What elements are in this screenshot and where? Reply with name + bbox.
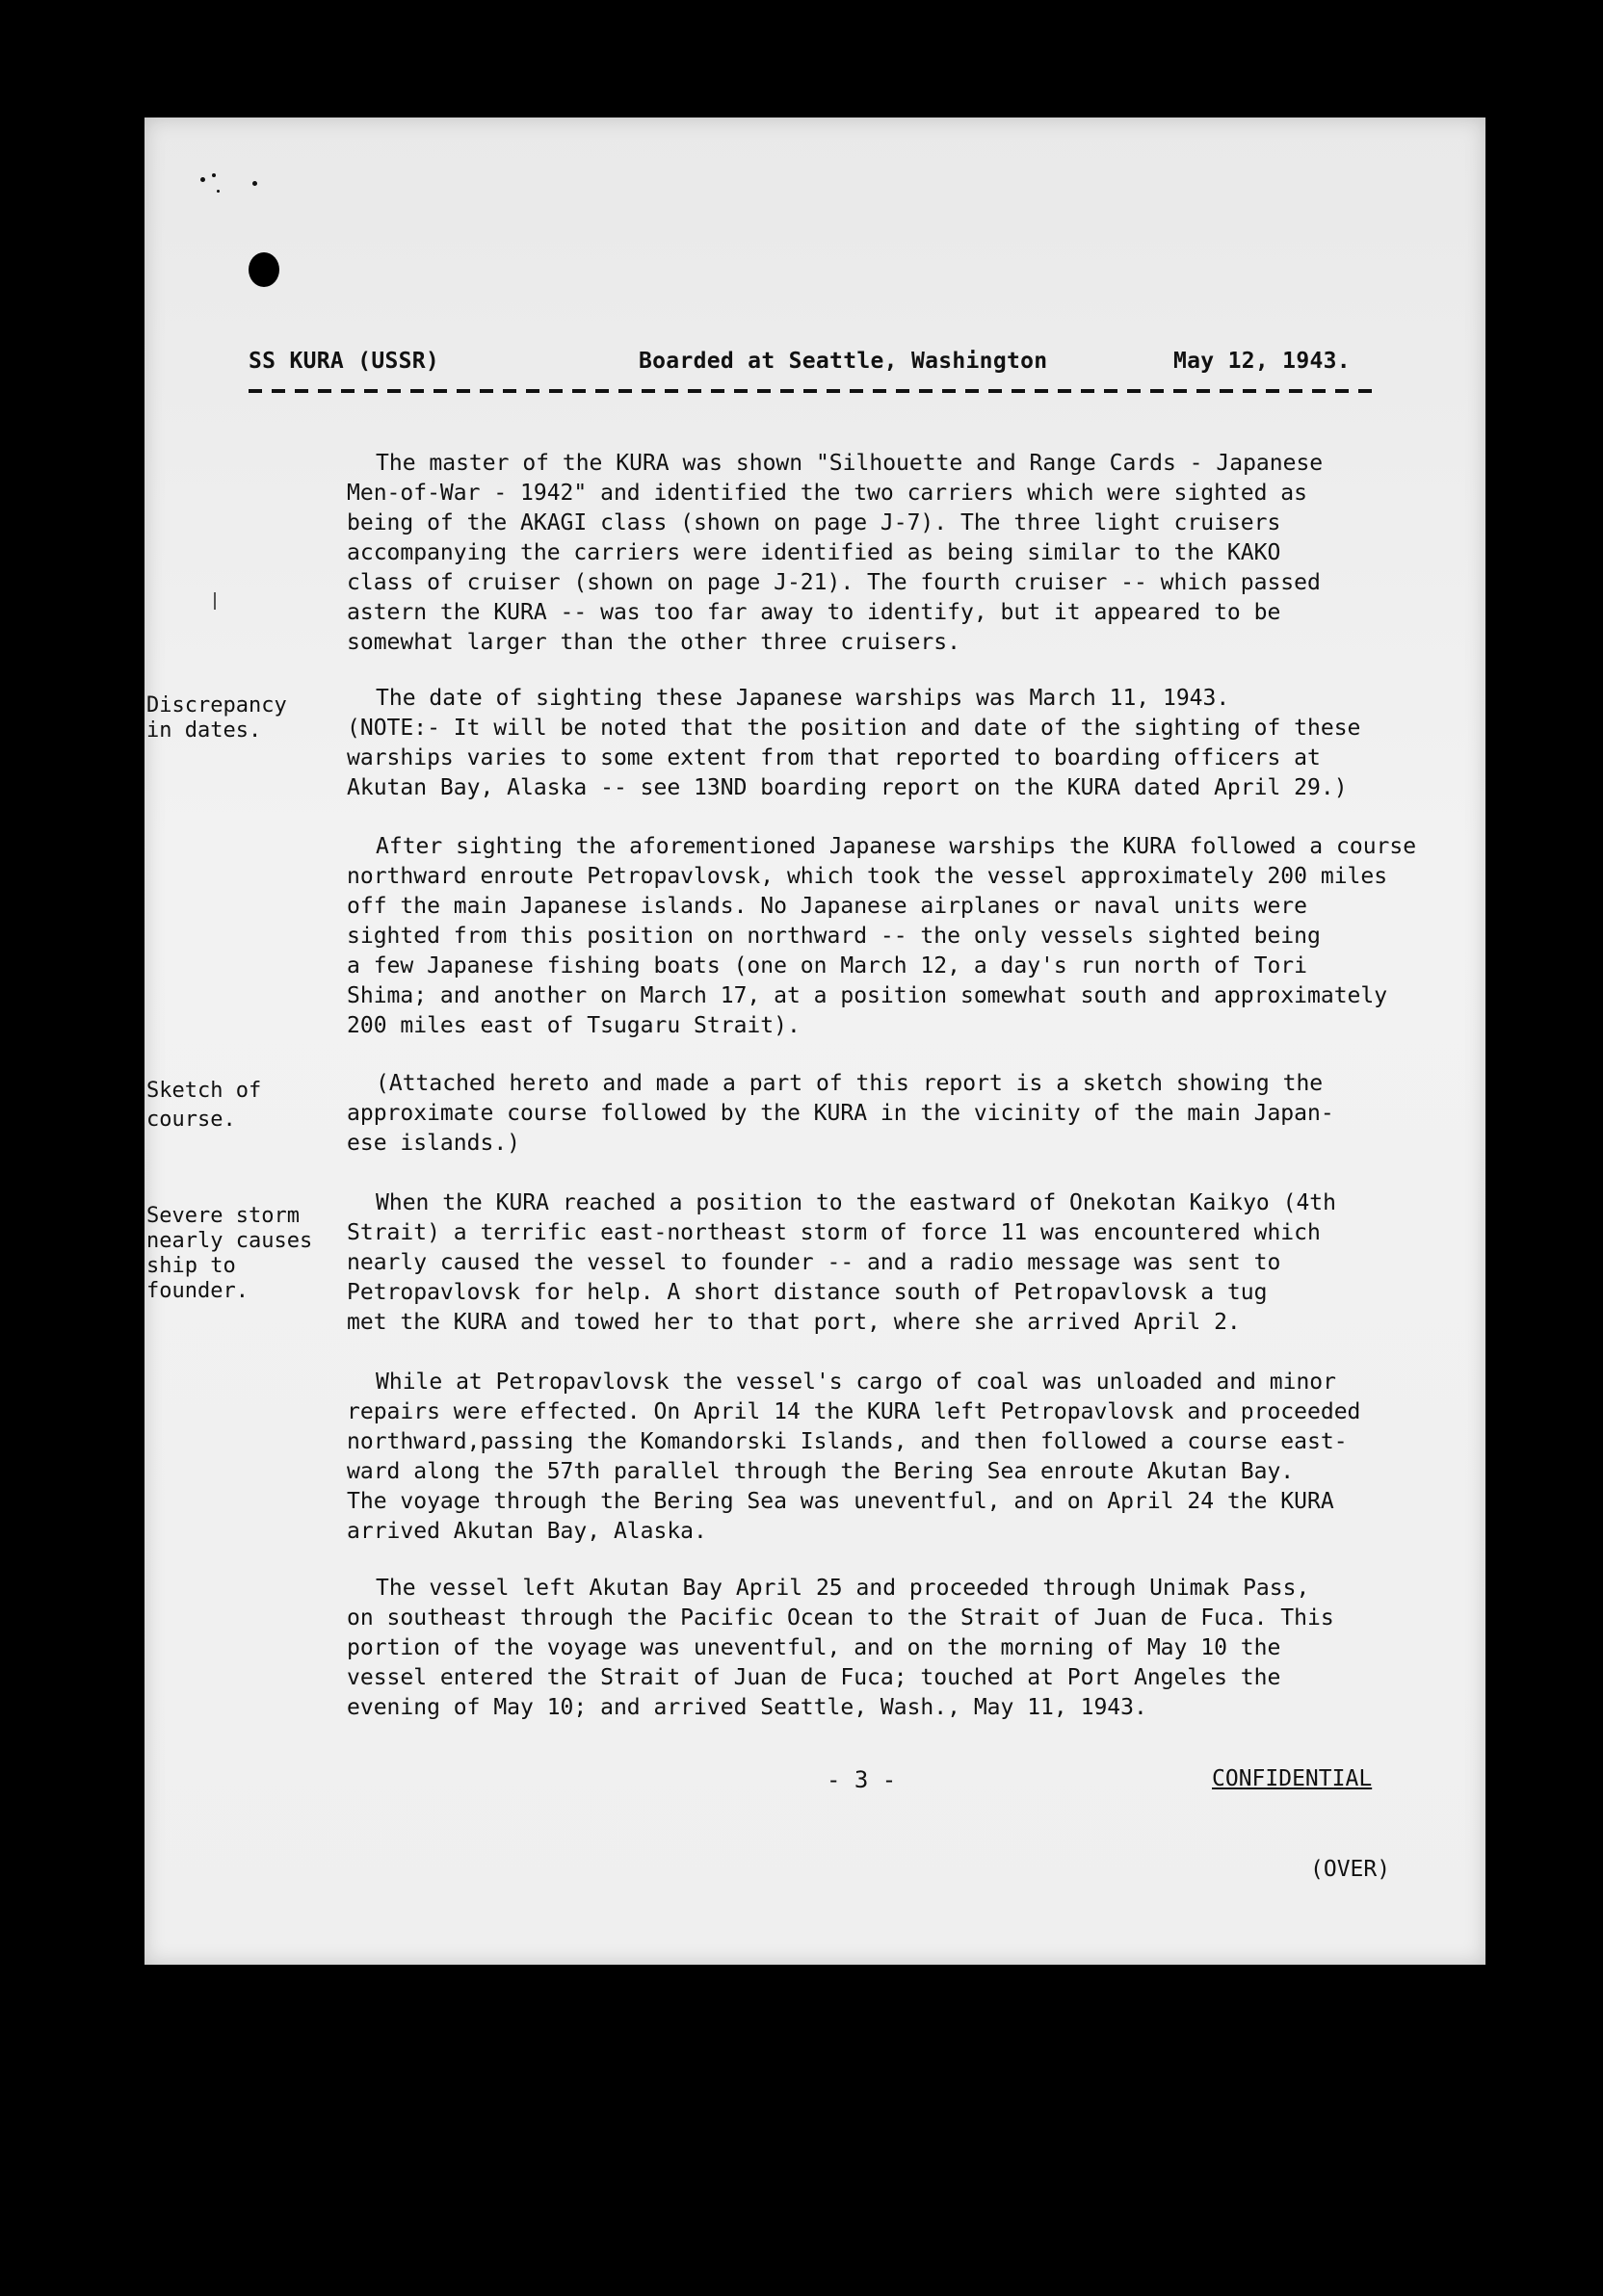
margin-mark xyxy=(214,592,216,610)
paragraph-identification xyxy=(347,449,1493,658)
text-line: accompanying the carriers were identified as being similar to the KAKO xyxy=(347,540,1281,565)
document-page xyxy=(145,117,1485,1965)
ship-name: SS KURA (USSR) xyxy=(249,349,440,374)
margin-note-line: Discrepancy xyxy=(146,693,287,718)
text-line: portion of the voyage was uneventful, and on the morning of May 10 the xyxy=(347,1635,1281,1660)
text-line: approximate course followed by the KURA in the vicinity of the main Japan- xyxy=(347,1101,1334,1126)
ink-speck xyxy=(252,181,257,186)
text-line: (Attached hereto and made a part of this report is a sketch showing the xyxy=(376,1071,1324,1096)
ink-speck xyxy=(200,177,205,182)
continued-marker: (OVER) xyxy=(1310,1857,1391,1882)
margin-note-line: Sketch of xyxy=(146,1079,262,1103)
text-line: The vessel left Akutan Bay April 25 and proceeded through Unimak Pass, xyxy=(376,1576,1310,1601)
paragraph-petropavlovsk xyxy=(347,1368,1493,1547)
margin-note-line: founder. xyxy=(146,1279,249,1303)
text-line: While at Petropavlovsk the vessel's cargo of coal was unloaded and minor xyxy=(376,1370,1336,1395)
text-line: The master of the KURA was shown "Silhouette and Range Cards - Japanese xyxy=(376,451,1324,476)
page-number: - 3 - xyxy=(827,1766,897,1793)
margin-note-storm xyxy=(146,1204,312,1304)
text-line: ese islands.) xyxy=(347,1131,521,1156)
text-line: 200 miles east of Tsugaru Strait). xyxy=(347,1013,801,1038)
text-line: a few Japanese fishing boats (one on March 12, a day's run north of Tori xyxy=(347,953,1307,978)
text-line: astern the KURA -- was too far away to identify, but it appeared to be xyxy=(347,600,1281,625)
margin-note-line: course. xyxy=(146,1108,236,1132)
paragraph-sighting-date xyxy=(347,684,1493,803)
text-line: met the KURA and towed her to that port, where she arrived April 2. xyxy=(347,1310,1241,1335)
text-line: class of cruiser (shown on page J-21). The fourth cruiser -- which passed xyxy=(347,570,1321,595)
margin-note-line: nearly causes xyxy=(146,1229,313,1253)
text-line: When the KURA reached a position to the eastward of Onekotan Kaikyo (4th xyxy=(376,1190,1336,1215)
punch-hole xyxy=(249,252,279,287)
text-line: warships varies to some extent from that reported to boarding officers at xyxy=(347,745,1321,770)
margin-note-line: ship to xyxy=(146,1254,236,1278)
paragraph-sketch xyxy=(347,1069,1493,1159)
text-line: The date of sighting these Japanese warships was March 11, 1943. xyxy=(376,686,1230,711)
ink-speck xyxy=(217,190,220,193)
margin-note-discrepancy xyxy=(146,693,287,744)
text-line: evening of May 10; and arrived Seattle, Wash., May 11, 1943. xyxy=(347,1695,1147,1720)
paragraph-voyage-seattle xyxy=(347,1574,1493,1723)
text-line: (NOTE:- It will be noted that the position and date of the sighting of these xyxy=(347,716,1361,741)
margin-note-sketch xyxy=(146,1079,261,1133)
margin-note-line: in dates. xyxy=(146,718,262,743)
text-line: sighted from this position on northward -- the only vessels sighted being xyxy=(347,924,1321,949)
margin-note-line: Severe storm xyxy=(146,1204,300,1228)
text-line: repairs were effected. On April 14 the KURA left Petropavlovsk and proceeded xyxy=(347,1399,1361,1424)
report-date: May 12, 1943. xyxy=(1173,349,1351,374)
text-line: After sighting the aforementioned Japanese warships the KURA followed a course xyxy=(376,834,1417,859)
text-line: nearly caused the vessel to founder -- and a radio message was sent to xyxy=(347,1250,1281,1275)
text-line: arrived Akutan Bay, Alaska. xyxy=(347,1519,707,1544)
ink-speck xyxy=(212,173,216,177)
text-line: Petropavlovsk for help. A short distance south of Petropavlovsk a tug xyxy=(347,1280,1268,1305)
text-line: Shima; and another on March 17, at a position somewhat south and approximately xyxy=(347,983,1388,1008)
header-dashed-rule xyxy=(249,389,1372,393)
text-line: vessel entered the Strait of Juan de Fuca; touched at Port Angeles the xyxy=(347,1665,1281,1690)
text-line: ward along the 57th parallel through the Bering Sea enroute Akutan Bay. xyxy=(347,1459,1295,1484)
text-line: being of the AKAGI class (shown on page J-7). The three light cruisers xyxy=(347,510,1281,535)
paragraph-course-northward xyxy=(347,832,1493,1041)
boarding-location: Boarded at Seattle, Washington xyxy=(639,349,1048,374)
text-line: northward enroute Petropavlovsk, which took the vessel approximately 200 miles xyxy=(347,864,1388,889)
report-header xyxy=(249,349,1372,387)
text-line: The voyage through the Bering Sea was uneventful, and on April 24 the KURA xyxy=(347,1489,1334,1514)
text-line: northward,passing the Komandorski Islands, and then followed a course east- xyxy=(347,1429,1348,1454)
text-line: Men-of-War - 1942" and identified the two carriers which were sighted as xyxy=(347,481,1307,506)
classification-mark: CONFIDENTIAL xyxy=(1212,1766,1373,1791)
text-line: Akutan Bay, Alaska -- see 13ND boarding report on the KURA dated April 29.) xyxy=(347,775,1348,800)
text-line: off the main Japanese islands. No Japanese airplanes or naval units were xyxy=(347,894,1307,919)
text-line: somewhat larger than the other three cruisers. xyxy=(347,630,960,655)
text-line: Strait) a terrific east-northeast storm of force 11 was encountered which xyxy=(347,1220,1321,1245)
paragraph-storm xyxy=(347,1188,1493,1338)
text-line: on southeast through the Pacific Ocean to the Strait of Juan de Fuca. This xyxy=(347,1605,1334,1631)
